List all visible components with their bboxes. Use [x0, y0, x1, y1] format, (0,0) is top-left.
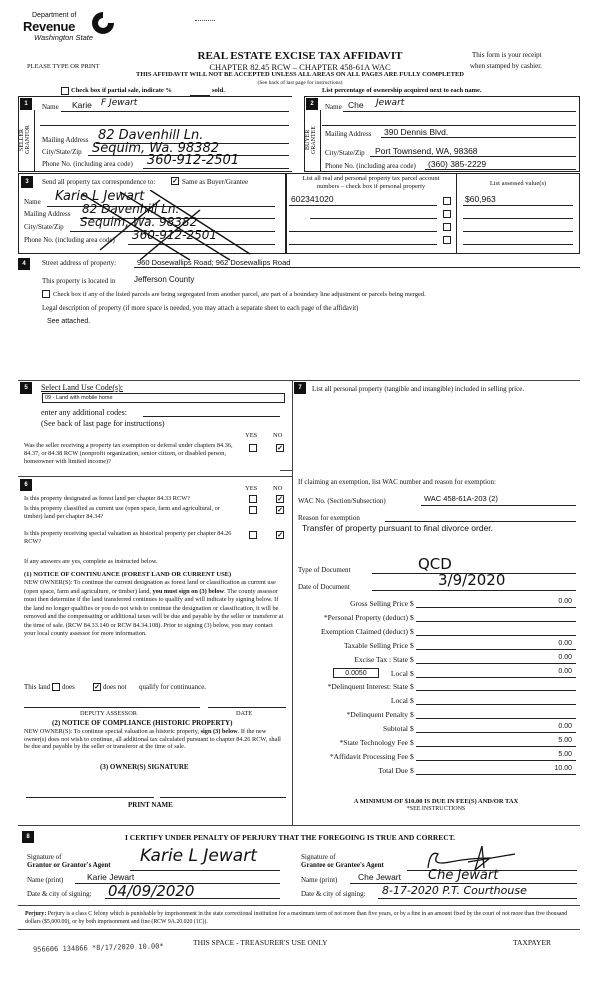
fee-label: *Delinquent Penalty [346, 710, 408, 720]
buyer-side-label-1: BUYER [305, 129, 311, 151]
fee-label: *Personal Property (deduct) [323, 612, 408, 622]
grantee-name-value[interactable]: Che Jewart [358, 872, 401, 882]
logo-line3: Washington State [34, 33, 94, 42]
personal-property-checkbox[interactable] [443, 223, 451, 231]
fee-line [416, 607, 576, 608]
dollar-sign: $ [410, 682, 414, 692]
seller-city-value[interactable]: Sequim, Wa. 98382 [92, 141, 220, 156]
parcel-number[interactable]: 602341020 [291, 194, 334, 204]
value-line[interactable] [463, 244, 573, 245]
fee-value[interactable]: 0.00 [558, 653, 572, 661]
section-2-badge: 2 [306, 98, 318, 110]
local-rate-box[interactable]: 0.0050 [333, 668, 379, 678]
doc-date-value[interactable]: 3/9/2020 [438, 571, 506, 589]
fee-line [416, 663, 576, 664]
parcel-line[interactable] [289, 231, 437, 232]
parcel-line [289, 205, 437, 206]
see-instructions-note: *SEE INSTRUCTIONS [406, 806, 466, 812]
section-7-badge: 7 [294, 382, 306, 394]
value-line[interactable] [463, 231, 573, 232]
designation-question: Is this property classified as current use (open space, farm and agricultural, or timber) land per chapter 84.34? [24, 505, 220, 520]
wac-label: WAC No. (Section/Subsection) [298, 497, 386, 505]
owner-signature-line[interactable] [26, 797, 154, 798]
notice-continuance-bold: you must sign on (3) below [152, 587, 225, 595]
section-3-badge: 3 [21, 176, 33, 188]
designation-no-checkbox[interactable] [276, 531, 284, 539]
fee-label: Local [390, 668, 408, 678]
seller-city-label: City/State/Zip [42, 148, 82, 156]
doc-date-label: Date of Document [298, 583, 350, 591]
grantor-name-label: Name (print) [27, 876, 64, 884]
parcel-line[interactable] [310, 218, 437, 219]
grantee-sig-label-2: Grantee or Grantee's Agent [301, 861, 384, 869]
lower-section-top-rule [18, 380, 580, 381]
dollar-sign: $ [410, 765, 414, 775]
same-as-buyer-label: Same as Buyer/Grantee [182, 178, 249, 186]
corr-phone-value[interactable]: 360-912-2501 [132, 228, 218, 242]
dor-swirl-logo-icon [90, 10, 116, 36]
designation-yes-checkbox[interactable] [249, 531, 257, 539]
dollar-sign: $ [410, 612, 414, 622]
perjury-bottom-rule [18, 929, 580, 930]
seller-exemption-question: Was the seller receiving a property tax exemption or deferral under chapters 84.36, 84.37, or 84.38 RCW (nonprofit organization, senior citizen, or disabled person, homeowner with limited income)? [24, 442, 233, 465]
same-as-buyer-checkbox[interactable] [171, 177, 179, 185]
grantor-name-value[interactable]: Karie Jewart [87, 872, 135, 882]
segregated-label: Check box if any of the listed parcels are being segregated from another parcel, are part of a boundary line adjustment or parcels being merged. [53, 291, 426, 298]
no-header-6: NO [273, 485, 283, 492]
located-in-value[interactable]: Jefferson County [134, 275, 195, 284]
fee-label: *Affidavit Processing Fee [329, 751, 408, 761]
dollar-sign: $ [410, 751, 414, 761]
please-print: PLEASE TYPE OR PRINT [27, 63, 100, 70]
fee-value[interactable]: 10.00 [554, 764, 572, 772]
parcel-header-1: List all real and personal property tax parcel account [302, 175, 440, 182]
corr-mailing-value[interactable]: 82 Davenhill Ln. [82, 202, 180, 216]
buyer-mailing-label: Mailing Address [325, 130, 372, 138]
buyer-city-label: City/State/Zip [325, 149, 365, 157]
value-line [463, 205, 573, 206]
land-use-instructions: (See back of last page for instructions) [41, 419, 165, 428]
wac-value[interactable]: WAC 458-61A-203 (2) [424, 494, 498, 503]
fee-value[interactable]: 0.00 [558, 667, 572, 675]
parcel-line[interactable] [289, 244, 437, 245]
located-in-label: This property is located in [42, 277, 116, 285]
minimum-due-note: A MINIMUM OF $10.00 IS DUE IN FEE(S) AND/OR TAX [353, 798, 519, 805]
fee-value[interactable]: 0.00 [558, 723, 572, 731]
fee-label: Subtotal [382, 724, 408, 734]
yes-header-5: YES [245, 432, 258, 439]
fee-label: *State Technology Fee [339, 738, 408, 747]
fee-label: *Delinquent Interest: State [327, 682, 408, 692]
section-1-badge: 1 [20, 98, 32, 110]
reason-label: Reason for exemption [298, 514, 360, 522]
corr-name-label: Name [24, 198, 41, 206]
logo-line1: Department of [32, 12, 77, 19]
section-8-top-rule [18, 825, 580, 826]
seller-blank-line [40, 125, 289, 126]
copy-label: TAXPAYER [513, 938, 552, 947]
additional-codes-field[interactable] [143, 416, 280, 417]
grantee-name-handwritten: Che Jewart [428, 868, 499, 883]
warning-banner: THIS AFFIDAVIT WILL NOT BE ACCEPTED UNLESS ALL AREAS ON ALL PAGES ARE FULLY COMPLETED [136, 71, 464, 78]
dollar-sign: $ [410, 710, 414, 720]
deputy-assessor-line[interactable] [24, 707, 200, 708]
form-title: REAL ESTATE EXCISE TAX AFFIDAVIT [197, 50, 403, 62]
fee-label: Excise Tax : State [354, 654, 408, 664]
street-address-label: Street address of property: [42, 259, 117, 267]
notice-compliance-text-a: NEW OWNER(S): To continue special valuation as historic property, [24, 728, 200, 735]
scan-specks [195, 20, 215, 23]
buyer-blank-line [322, 125, 576, 126]
fee-label: Exemption Claimed (deduct) [320, 626, 408, 636]
seller-name-line [61, 111, 289, 112]
exemption-intro: If claiming an exemption, list WAC number and reason for exemption: [298, 478, 496, 486]
seller-side-label [19, 118, 31, 162]
fee-line [416, 690, 576, 691]
fee-label: Taxable Selling Price [343, 640, 408, 650]
doc-type-value[interactable]: QCD [418, 555, 452, 573]
this-land-label: This land [24, 683, 51, 691]
notice-continuance-text-b: . The county assessor must then determine if the land transferred continues to qualify and will indicate by signing below. If the land no longer qualifies or you do not wish to continue the designation or classification, it will be removed and the compensating or additional taxes will be due and payable by the seller or transferor at the time of sale. (RCW 84.33.140 or RCW 84.34.108). Prior to signing (3) below, you may contact your local county assessor for more information. [24, 587, 284, 637]
fee-label: Total Due [378, 765, 408, 775]
owner-print-name-line[interactable] [160, 797, 286, 798]
reason-line [385, 521, 576, 522]
fee-value[interactable]: 0.00 [558, 598, 572, 605]
designation-question: Is this property designated as forest land per chapter 84.33 RCW? [24, 495, 190, 502]
notice-compliance-title: (2) NOTICE OF COMPLIANCE (HISTORIC PROPERTY) [52, 719, 233, 727]
notice-continuance-title: (1) NOTICE OF CONTINUANCE (FOREST LAND OR CURRENT USE) [24, 571, 232, 578]
treasurer-use-only: THIS SPACE - TREASURER'S USE ONLY [193, 938, 328, 947]
grantor-date-line [105, 898, 280, 899]
notice-continuance-text [24, 579, 286, 639]
grantor-sig-line [130, 870, 280, 871]
value-line[interactable] [463, 218, 573, 219]
assessed-value[interactable]: $60,963 [465, 194, 496, 204]
fee-value[interactable]: 5.00 [558, 737, 572, 744]
perjury-text: Perjury is a class C felony which is punishable by imprisonment in the state correctional institution for a maximum term of not more than five years, or by a fine in an amount fixed by the court of not more than five thousand dollars ($5,000.00), or by both imprisonment and fine (RCW 9A.20.020 (1C)). [25, 911, 568, 925]
fee-line [416, 746, 576, 747]
seller-mailing-label: Mailing Address [42, 136, 89, 144]
designation-yes-checkbox[interactable] [249, 506, 257, 514]
legal-description-label: Legal description of property (if more space is needed, you may attach a separate sheet to each page of the affidavit) [42, 305, 359, 312]
doc-type-label: Type of Document [298, 566, 351, 574]
notice-compliance-bold: sign (3) below [200, 728, 238, 735]
partial-sale-label: Check box if partial sale, indicate % [71, 87, 172, 94]
section-8-badge: 8 [22, 831, 34, 843]
additional-codes-label: enter any additional codes: [41, 408, 127, 417]
street-address-line [134, 267, 580, 268]
designation-yes-checkbox[interactable] [249, 495, 257, 503]
section-5-badge: 5 [20, 382, 32, 394]
parcel-header-2: numbers – check box if personal property [316, 183, 426, 190]
grantor-date-label: Date & city of signing: [27, 890, 92, 898]
buyer-phone-label: Phone No. (including area code) [325, 162, 416, 170]
does-not-qualify-checkbox[interactable] [93, 683, 101, 691]
corr-city-value[interactable]: Sequim, Wa. 98382 [80, 215, 198, 229]
correspondence-label: Send all property tax correspondence to: [42, 178, 156, 186]
fee-line [416, 677, 576, 678]
fee-line [416, 732, 576, 733]
buyer-name-line [343, 111, 576, 112]
grantee-name-label: Name (print) [301, 876, 338, 884]
notice-compliance-text [24, 728, 288, 751]
segregated-checkbox[interactable] [42, 290, 50, 298]
does-qualify-checkbox[interactable] [52, 683, 60, 691]
street-address-value[interactable]: 960 Dosewallips Road; 962 Dosewallips Road [137, 258, 291, 267]
fee-line [416, 649, 576, 650]
notice-continuance-text-a: NEW OWNER(S): To continue the current designation as forest land or classification as current use (open space, farm and agriculture, or timber) land, [24, 579, 276, 595]
dor-logo [18, 12, 128, 42]
fee-line [416, 718, 576, 719]
reason-value[interactable]: Transfer of property pursuant to final divorce order. [302, 523, 494, 533]
fee-value[interactable]: 5.00 [558, 750, 572, 758]
personal-property-checkbox[interactable] [443, 236, 451, 244]
seller-mailing-value[interactable]: 82 Davenhill Ln. [98, 128, 204, 143]
grantee-sig-label-1: Signature of [301, 853, 336, 861]
corr-phone-label: Phone No. (including area code) [24, 236, 115, 244]
lower-section-divider [292, 380, 293, 825]
if-yes-note: If any answers are yes, complete as instructed below. [24, 558, 158, 565]
fee-line [416, 704, 576, 705]
owner-signature-title: (3) OWNER(S) SIGNATURE [100, 763, 189, 771]
fee-value[interactable]: 0.00 [558, 639, 572, 647]
perjury-bold: Perjury: [25, 911, 47, 917]
form-subtitle: CHAPTER 82.45 RCW – CHAPTER 458-61A WAC [209, 62, 391, 72]
section-6-badge: 6 [20, 479, 32, 491]
dollar-sign: $ [410, 626, 414, 636]
buyer-mailing-value[interactable]: 390 Dennis Blvd. [384, 127, 449, 137]
exemption-top-rule [280, 470, 292, 471]
corr-name-value[interactable]: Karie L Jewart [55, 189, 145, 204]
seller-name-handwritten: F Jewart [101, 98, 138, 108]
buyer-sidebar-divider [320, 110, 321, 172]
notice-compliance-text-b: . If the new owner(s) does not wish to continue, all additional tax calculated pursuant to chapter 84.26 RCW, shall be due and payable by the seller or transferor at the time of sale. [24, 728, 281, 750]
yes-header-6: YES [245, 485, 258, 492]
section-4-badge: 4 [18, 258, 30, 270]
strike-through-marks [80, 190, 260, 262]
buyer-name-handwritten: Jewart [376, 98, 405, 108]
wac-line [421, 505, 576, 506]
fee-label: Gross Selling Price [350, 599, 408, 608]
grantee-date-line [378, 898, 577, 899]
fee-line [416, 635, 576, 636]
legal-description-value[interactable]: See attached. [47, 318, 91, 325]
does-label: does [62, 683, 75, 691]
assessor-date-line[interactable] [208, 707, 286, 708]
fee-label: Local [390, 696, 408, 706]
cashier-stamp: 956606 134866 *8/17/2020 10.00* [32, 942, 164, 954]
seller-phone-line [143, 168, 289, 169]
grantor-date-value[interactable]: 04/09/2020 [108, 882, 195, 900]
grantor-sig-label-1: Signature of [27, 853, 62, 861]
seller-side-label-2: GRANTOR [25, 125, 31, 155]
fee-line [416, 760, 576, 761]
personal-property-label: List all personal property (tangible and intangible) included in selling price. [312, 385, 525, 393]
assessor-date-label: DATE [236, 710, 253, 717]
seller-name-value[interactable]: Karie [72, 100, 92, 110]
personal-property-checkbox[interactable] [443, 210, 451, 218]
instructions-note: (See back of last page for instructions) [257, 80, 343, 86]
seller-name-label: Name [42, 103, 59, 111]
buyer-name-label: Name [325, 103, 342, 111]
no-header-5: NO [273, 432, 283, 439]
buyer-phone-line [425, 169, 576, 170]
seller-phone-value[interactable]: 360-912-2501 [147, 153, 240, 168]
grantee-date-value[interactable]: 8-17-2020 P.T. Courthouse [382, 884, 527, 897]
buyer-side-label-2: GRANTEE [311, 126, 317, 154]
designation-no-checkbox[interactable] [276, 495, 284, 503]
seller-exemption-no-checkbox[interactable] [276, 444, 284, 452]
land-use-label: Select Land Use Code(s): [41, 383, 123, 392]
partial-sale-checkbox[interactable] [61, 87, 69, 95]
receipt-note-1: This form is your receipt [472, 51, 542, 59]
corr-city-label: City/State/Zip [24, 223, 64, 231]
seller-side-label-1: SELLER [19, 129, 25, 151]
assessed-values-header: List assessed value(s) [489, 180, 547, 187]
ownership-note: List percentage of ownership acquired next to each name. [322, 87, 482, 94]
buyer-mailing-line [381, 137, 576, 138]
qualify-label: qualify for continuance. [139, 683, 207, 691]
section-6-top-rule [18, 476, 292, 477]
personal-property-checkbox[interactable] [443, 197, 451, 205]
seller-sidebar-divider [34, 110, 35, 172]
buyer-city-value[interactable]: Port Townsend, WA, 98368 [375, 146, 478, 156]
corr-mailing-label: Mailing Address [24, 210, 71, 218]
grantee-date-label: Date & city of signing: [301, 890, 366, 898]
perjury-notice [25, 911, 580, 926]
buyer-city-line [370, 156, 576, 157]
dollar-sign: $ [410, 696, 414, 706]
dollar-sign: $ [410, 654, 414, 664]
certification-statement: I CERTIFY UNDER PENALTY OF PERJURY THAT THE FOREGOING IS TRUE AND CORRECT. [125, 833, 456, 842]
dollar-sign: $ [410, 738, 414, 747]
logo-line2: Revenue [23, 19, 76, 34]
partial-sale-sold: sold. [212, 87, 225, 94]
dollar-sign: $ [410, 724, 414, 734]
print-name-label: PRINT NAME [128, 801, 173, 809]
grantor-sig-label-2: Grantor or Grantor's Agent [27, 861, 111, 869]
land-use-select[interactable]: 09 - Land with mobile home [42, 393, 285, 403]
grantor-signature[interactable]: Karie L Jewart [140, 846, 257, 866]
seller-phone-label: Phone No. (including area code) [42, 160, 133, 168]
dollar-sign: $ [410, 668, 414, 678]
fee-line [416, 621, 576, 622]
dollar-sign: $ [410, 640, 414, 650]
receipt-note-2: when stamped by cashier. [470, 62, 542, 70]
seller-exemption-yes-checkbox[interactable] [249, 444, 257, 452]
does-not-label: does not [103, 683, 127, 691]
buyer-name-value[interactable]: Che [348, 100, 364, 110]
designation-no-checkbox[interactable] [276, 506, 284, 514]
dollar-sign: $ [410, 599, 414, 608]
perjury-top-rule [18, 905, 580, 906]
buyer-side-label [305, 118, 317, 162]
doc-date-line [372, 590, 576, 591]
buyer-phone-value[interactable]: (360) 385-2229 [428, 159, 487, 169]
deputy-assessor-label: DEPUTY ASSESSOR [80, 710, 137, 717]
fee-line [416, 774, 576, 775]
designation-question: Is this property receiving special valuation as historical property per chapter 84.26 RCW? [24, 530, 232, 545]
